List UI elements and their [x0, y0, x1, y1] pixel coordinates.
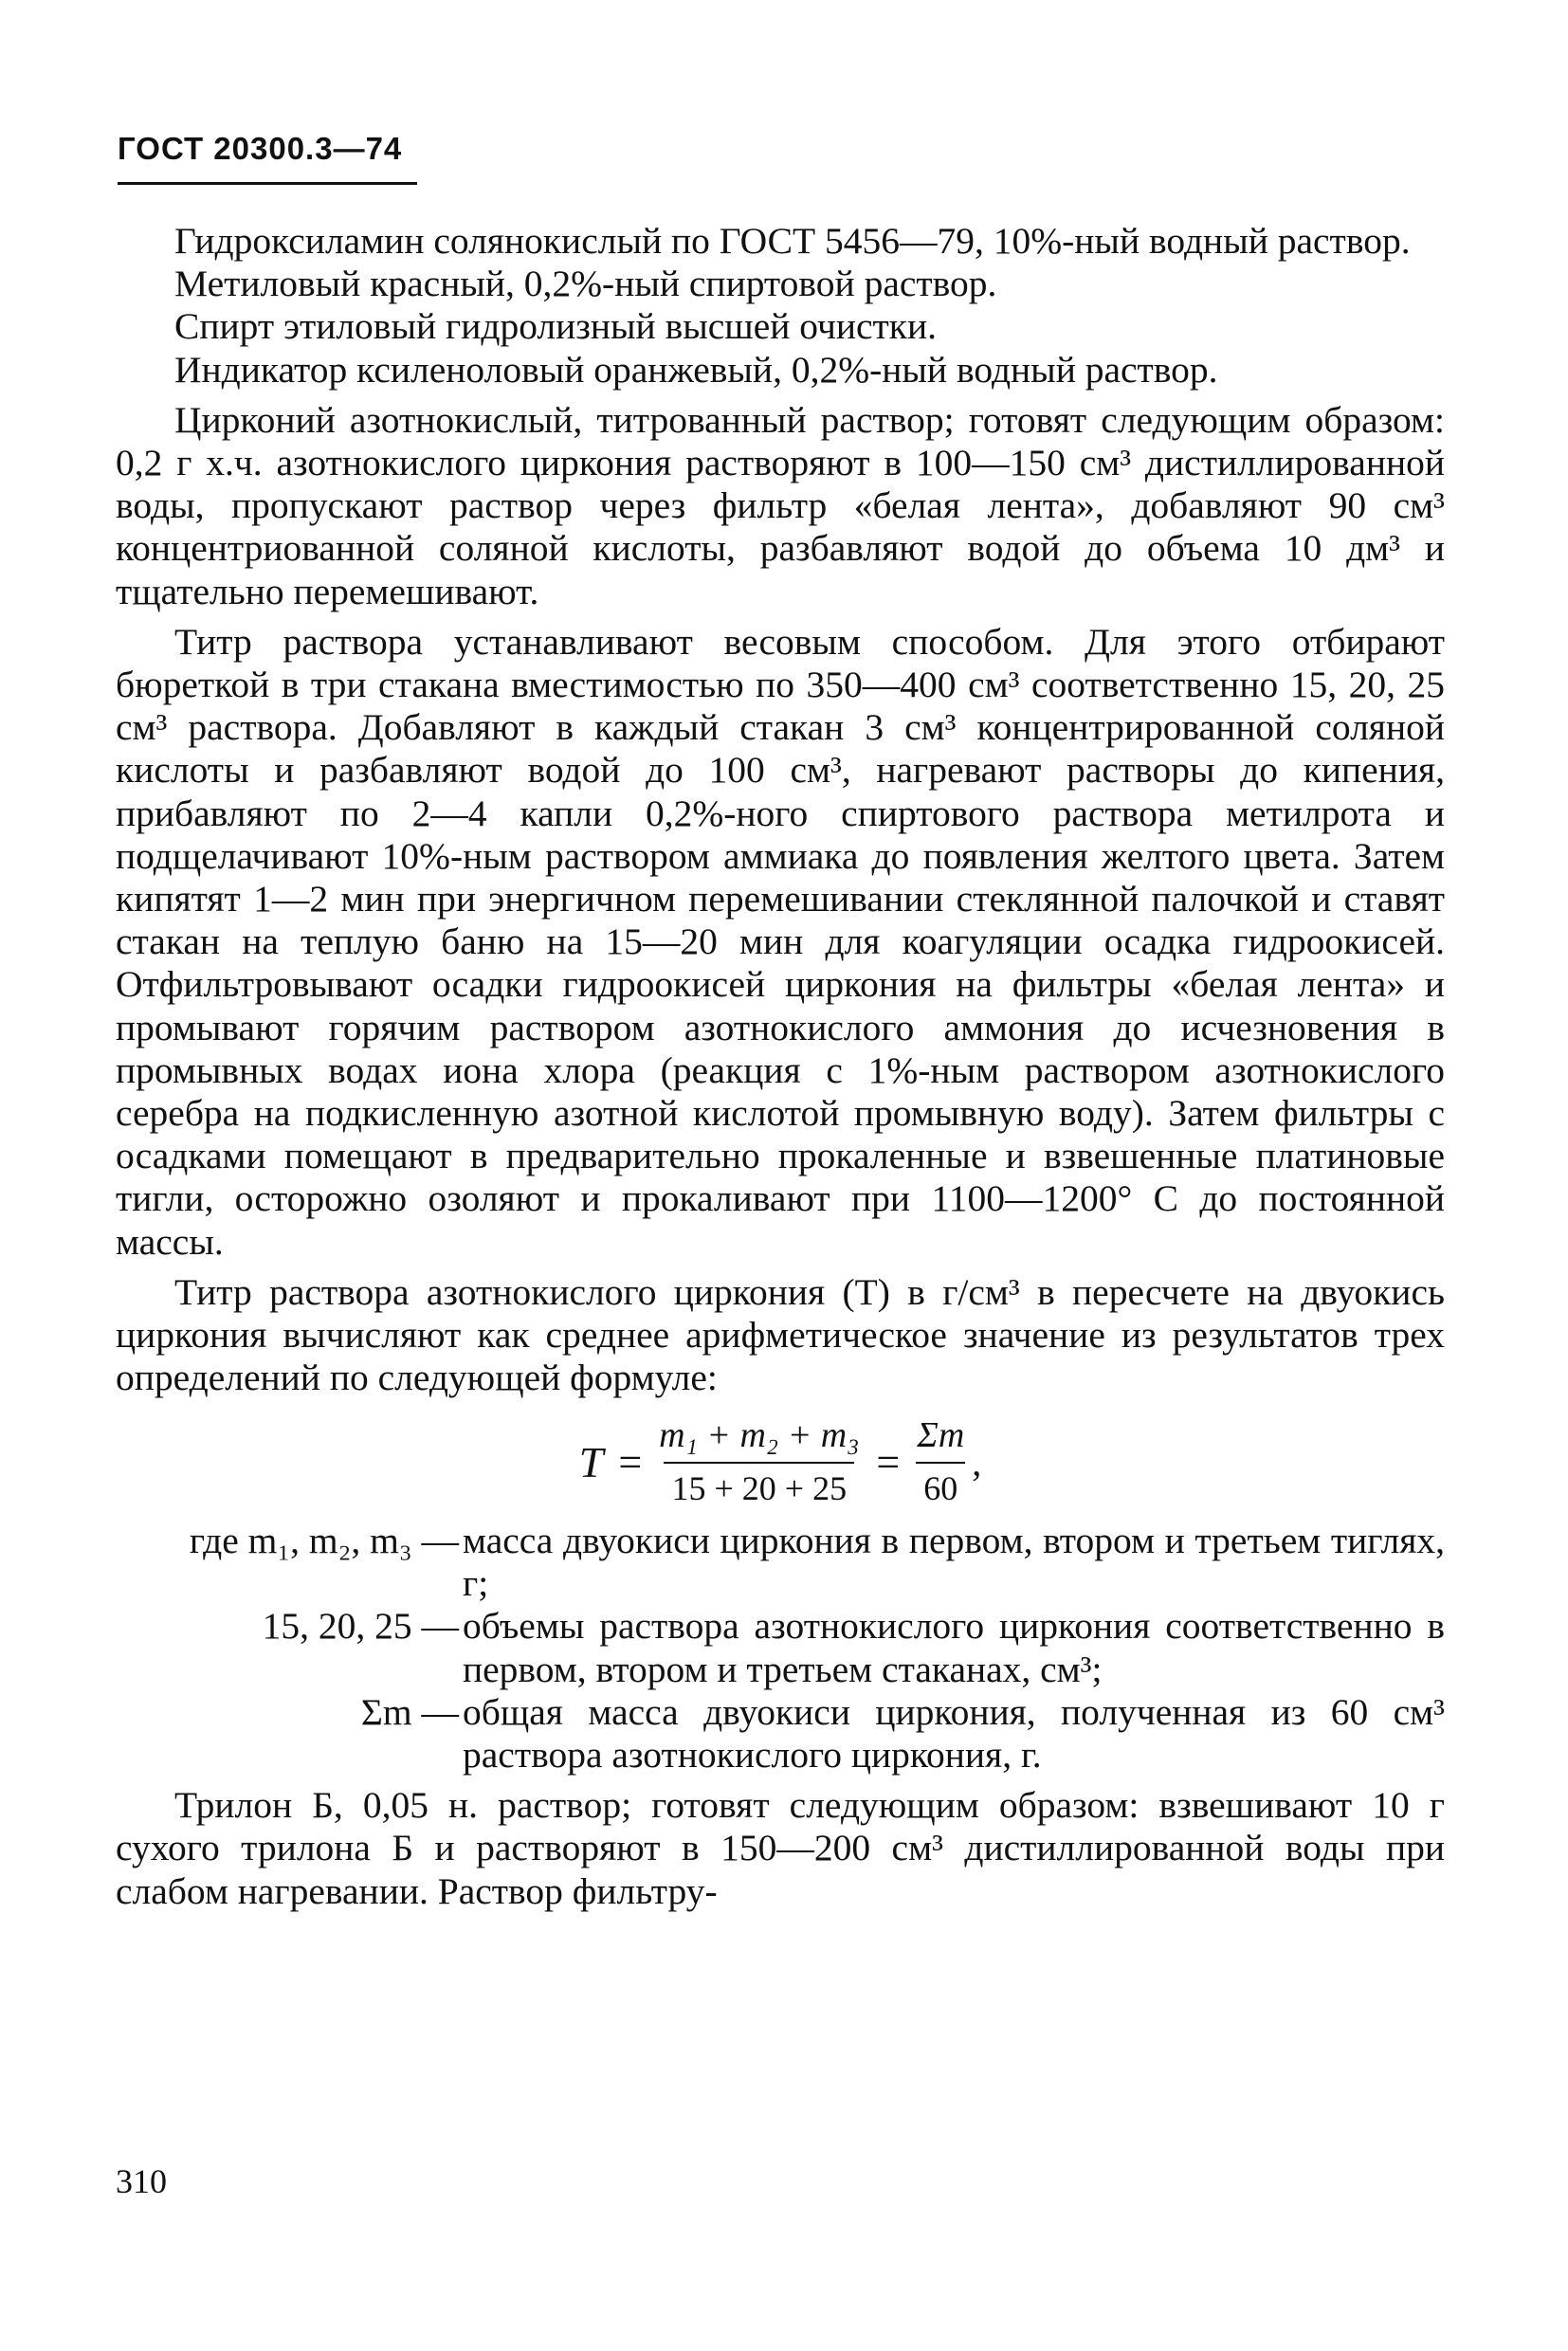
paragraph-titer-calculation: Титр раствора азотнокислого циркония (T) в г/см³ в пересчете на двуокись циркония вычисляют как среднее арифметическое значение из результатов трех определений по следующей формуле:: [116, 1270, 1445, 1399]
definition-row: [116, 1691, 1445, 1777]
definition-text: масса двуокиси циркония в первом, втором и третьем тиглях, г;: [463, 1519, 1445, 1605]
paragraph-zirconium-nitrate: Цирконий азотнокислый, титрованный раствор; готовят следующим образом: 0,2 г х.ч. азотнокислого циркония растворяют в 100—150 см³ дистиллированной воды, пропускают раствор через фильтр «белая лента», добавляют 90 см³ концентриованной соляной кислоты, разбавляют водой до объема 10 дм³ и тщательно перемешивают.: [116, 398, 1445, 612]
formula-lhs: T: [578, 1438, 604, 1487]
formula-denominator-2: 60: [916, 1462, 965, 1510]
formula-equals-sign-2: =: [876, 1439, 901, 1486]
page-number: 310: [116, 2162, 167, 2200]
paragraph-ethyl-alcohol: Спирт этиловый гидролизный высшей очистки.: [174, 305, 937, 348]
formula-equals-sign: =: [618, 1439, 643, 1486]
paragraph-xylenol-orange: Индикатор ксиленоловый оранжевый, 0,2%-ный водный раствор.: [174, 348, 1218, 391]
definition-row: [116, 1605, 1445, 1690]
formula-definitions: [116, 1520, 1445, 1777]
definition-row: [116, 1520, 1445, 1605]
paragraph-trilon-b: Трилон Б, 0,05 н. раствор; готовят следующим образом: взвешивают 10 г сухого трилона Б и растворяют в 150—200 см³ дистиллированной воды при слабом нагревании. Раствор фильтру-: [116, 1784, 1445, 1912]
header-rule: [118, 182, 417, 185]
formula-fraction-2: [909, 1414, 972, 1509]
definition-text: объемы раствора азотнокислого циркония соответственно в первом, втором и третьем стаканах, см³;: [463, 1605, 1445, 1690]
formula-denominator-1: 15 + 20 + 25: [664, 1462, 854, 1510]
paragraph-titer-procedure: Титр раствора устанавливают весовым способом. Для этого отбирают бюреткой в три стакана вместимостью по 350—400 см³ соответственно 15, 20, 25 см³ раствора. Добавляют в каждый стакан 3 см³ концентрированной соляной кислоты и разбавляют водой до 100 см³, нагревают растворы до кипения, прибавляют по 2—4 капли 0,2%-ного спиртового раствора метилрота и подщелачивают 10%-ным раствором аммиака до появления желтого цвета. Затем кипятят 1—2 мин при энергичном перемешивании стеклянной палочкой и ставят стакан на теплую баню на 15—20 мин для коагуляции осадка гидроокисей. Отфильтровывают осадки гидроокисей циркония на фильтры «белая лента» и промывают горячим раствором азотнокислого аммония до исчезновения в промывных водах иона хлора (реакция с 1%-ным раствором азотнокислого серебра на подкисленную азотной кислотой промывную воду). Затем фильтры с осадками помещают в предварительно прокаленные и взвешенные платиновые тигли, осторожно озоляют и прокаливают при 1100—1200° С до постоянной массы.: [116, 620, 1445, 1263]
standard-header: ГОСТ 20300.3—74: [118, 131, 403, 166]
formula-numerator-2: Σm: [917, 1415, 965, 1456]
paragraph-methyl-red: Метиловый красный, 0,2%-ный спиртовой раствор.: [174, 263, 997, 305]
titer-formula: [116, 1414, 1445, 1509]
body-text: [116, 220, 1445, 1913]
formula-comma: ,: [972, 1441, 982, 1485]
definition-text: общая масса двуокиси циркония, полученная из 60 см³ раствора азотнокислого циркония, г.: [463, 1690, 1445, 1776]
formula-fraction-1: [651, 1414, 866, 1509]
definition-term: Σm —: [360, 1690, 459, 1733]
formula-numerator-1: m₁ + m₂ + m₃: [659, 1415, 860, 1456]
definition-term: 15, 20, 25 —: [262, 1605, 459, 1648]
definition-term: где m₁, m₂, m₃ —: [189, 1519, 459, 1561]
paragraph-hydroxylamine: Гидроксиламин солянокислый по ГОСТ 5456—79, 10%-ный водный раствор.: [174, 220, 1411, 262]
